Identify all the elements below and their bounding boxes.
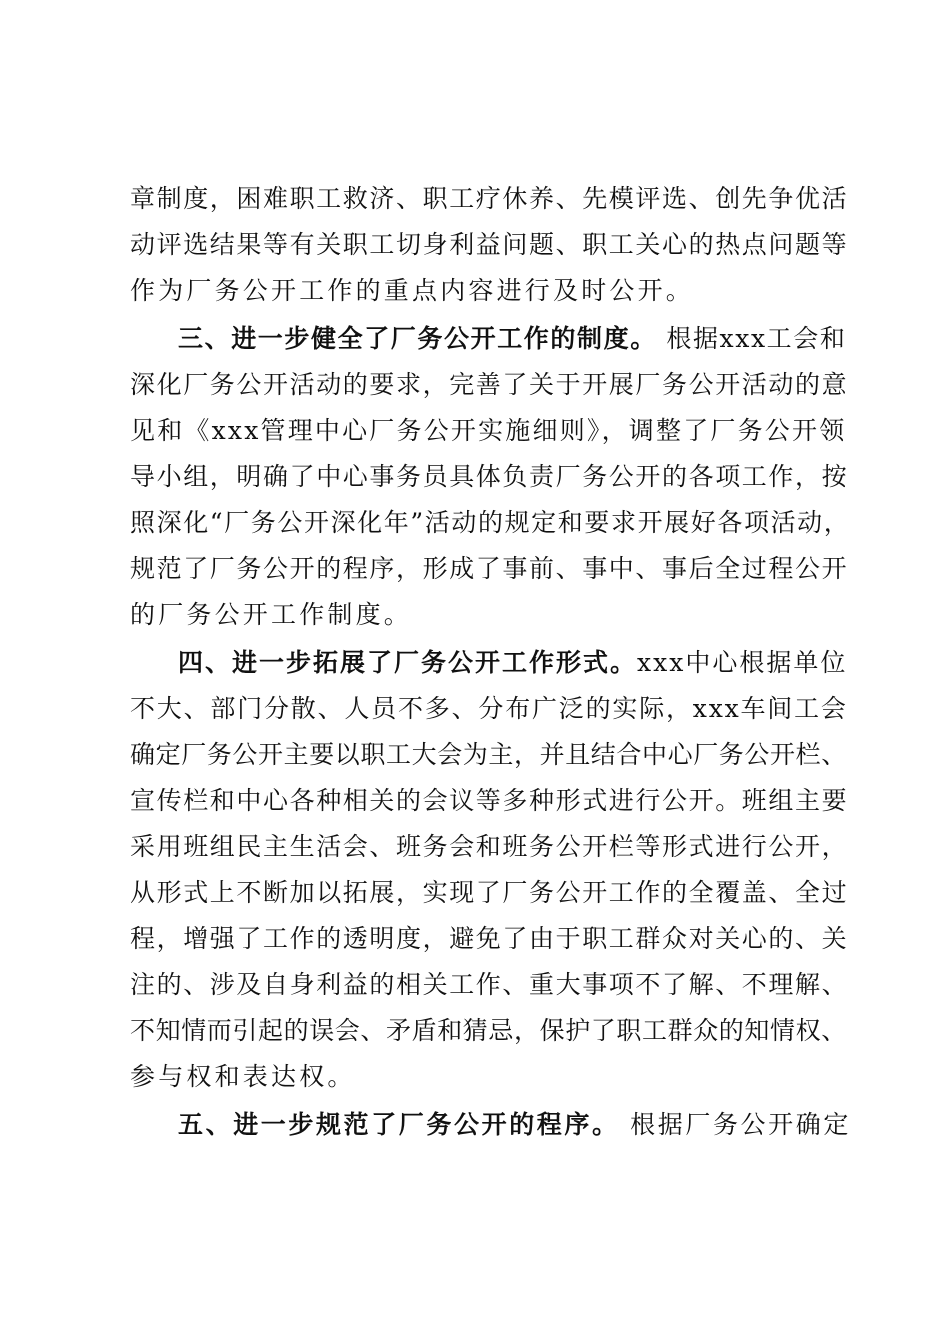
body-line: 见和《xxx管理中心厂务公开实施细则》，调整了厂务公开领: [130, 416, 847, 445]
section-heading: 四、进一步拓展了厂务公开工作形式。: [178, 648, 638, 677]
body-line: 动评选结果等有关职工切身利益问题、职工关心的热点问题等: [130, 230, 849, 259]
body-line: 从形式上不断加以拓展，实现了厂务公开工作的全覆盖、全过: [130, 878, 849, 907]
body-line: 导小组，明确了中心事务员具体负责厂务公开的各项工作，按: [130, 462, 849, 491]
body-line: 深化厂务公开活动的要求，完善了关于开展厂务公开活动的意: [130, 370, 849, 399]
body-line: 章制度，困难职工救济、职工疗休养、先模评选、创先争优活: [130, 184, 849, 213]
body-line: 采用班组民主生活会、班务会和班务公开栏等形式进行公开，: [130, 832, 849, 861]
body-line: 的厂务公开工作制度。: [130, 600, 413, 629]
body-line: 不知情而引起的误会、矛盾和猜忌，保护了职工群众的知情权、: [130, 1016, 847, 1045]
body-line: 宣传栏和中心各种相关的会议等多种形式进行公开。班组主要: [130, 786, 849, 815]
body-line: 照深化“厂务公开深化年”活动的规定和要求开展好各项活动，: [130, 508, 851, 537]
section-five-heading-line: 五、进一步规范了厂务公开的程序。 根据厂务公开确定: [178, 1110, 851, 1139]
body-line: 参与权和表达权。: [130, 1062, 356, 1091]
section-four-heading-line: 四、进一步拓展了厂务公开工作形式。xxx中心根据单位: [178, 648, 848, 677]
body-line: 作为厂务公开工作的重点内容进行及时公开。: [130, 276, 695, 305]
body-line: 确定厂务公开主要以职工大会为主，并且结合中心厂务公开栏、: [130, 740, 847, 769]
body-line: 注的、涉及自身利益的相关工作、重大事项不了解、不理解、: [130, 970, 849, 999]
body-line: 规范了厂务公开的程序，形成了事前、事中、事后全过程公开: [130, 554, 849, 583]
section-heading: 五、进一步规范了厂务公开的程序。: [178, 1110, 620, 1139]
body-line: 不大、部门分散、人员不多、分布广泛的实际，xxx车间工会: [130, 694, 848, 723]
section-heading: 三、进一步健全了厂务公开工作的制度。: [178, 324, 657, 353]
section-three-heading-line: 三、进一步健全了厂务公开工作的制度。 根据xxx工会和: [178, 324, 847, 353]
body-line: 程，增强了工作的透明度，避免了由于职工群众对关心的、关: [130, 924, 849, 953]
